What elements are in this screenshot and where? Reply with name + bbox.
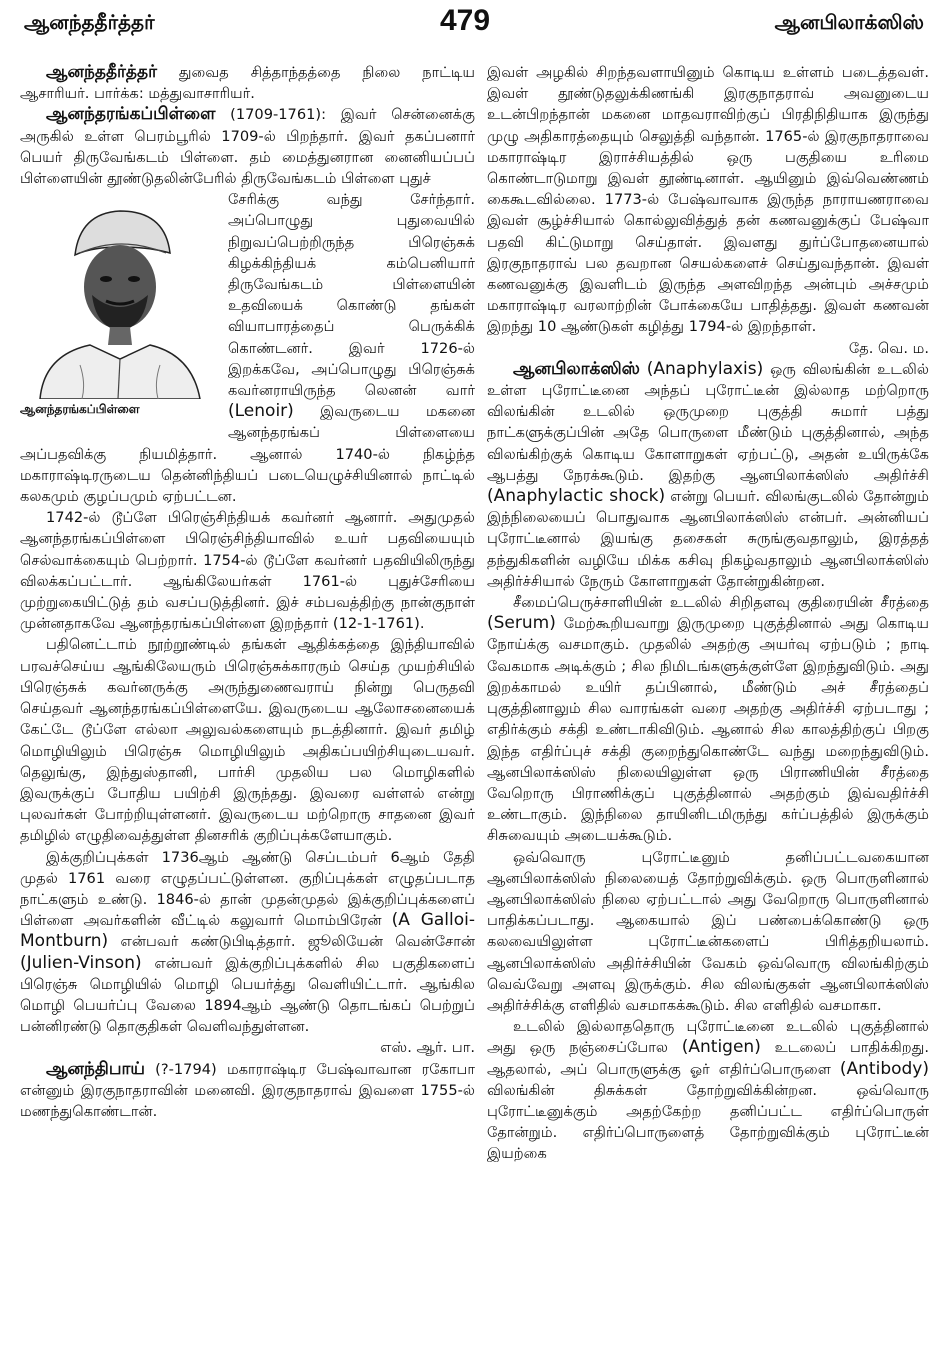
latin-term: (Lenoir) bbox=[228, 401, 294, 422]
entry-text-part: என்பவர் இக்குறிப்புக்களில் சில பகுதிகளைப் பிரெஞ்சு மொழியில் மொழி பெயர்த்து வெளியிட்டார். ஆங்கில மொழி பெயர்ப்பு வேலை 1894ஆம் ஆண்டு தொடங்கப் பெற்றுப் பன்னிரண்டு தொகுதிகள் வெளிவந்துள்ளன. bbox=[20, 954, 476, 1036]
latin-term: (Anaphylaxis) bbox=[646, 358, 764, 379]
entry-years: (1709-1761): bbox=[230, 106, 327, 124]
running-head-right: ஆனபிலாக்ஸிஸ் bbox=[774, 10, 924, 34]
latin-term: (Serum) bbox=[487, 613, 556, 634]
entry-text-part: விலங்கின் திசுக்கள் தோற்றுவிக்கின்றன. ஒவ்வொரு புரோட்டீனுக்கும் அதற்கேற்ற தனிப்பட்ட எதிர்ப்பொருள் தோன்றும். எதிர்ப்பொருளைத் தோற்றுவிக்கும் புரோட்டீன் இயற்கை bbox=[487, 1081, 929, 1163]
latin-term: (Julien-Vinson) bbox=[20, 952, 142, 973]
paragraph: பதினெட்டாம் நூற்றூண்டில் தங்கள் ஆதிக்கத்தை இந்தியாவில் பரவச்செய்ய ஆங்கிலேயரும் பிரெஞ்சுக்காரரும் செய்த முயற்சியில் பிரெஞ்சுக் கவர்னருக்கு அருந்துணைவராய் நின்று பெருதவி செய்தவர் ஆனந்தரங்கப்பிள்ளையே. இவருடைய ஆலோசனையைக் கேட்டே டூப்ளே எல்லா அலுவல்களையும் நடத்தினார். இவர் தமிழ் மொழியிலும் பிரெஞ்சு மொழியிலும் அதிகப்பயிற்சியுடையவர். தெலுங்கு, இந்துஸ்தானி, பார்சி முதலிய பல மொழிகளில் இவருக்குப் போதிய பயிற்சி இருந்தது. இவரை வள்ளல் என்று புலவர்கள் போற்றியுள்ளனர். இவருடைய மற்றொரு சாதனை இவர் தமிழில் எழுதிவைத்துள்ள தினசரிக் குறிப்புக்களேயாகும். bbox=[20, 636, 475, 845]
entry-text-part: மேற்கூறியவாறு இருமுறை புகுத்தினால் அது கொடிய நோய்க்கு வசமாகும். முதலில் அதற்கு அயர்வு ஏற்படும் ; நாடி வேகமாக அடிக்கும் ; சில நிமிடங்களுக்குள்ளே இறந்துவிடும். அது இறக்காமல் உயிர் தப்பினால், மீண்டும் அச் சீரத்தைப் புகுத்தினாலும் சில வாரங்கள் வரை அதற்கு அதிர்ச்சி ஏற்படாது ; எதிர்க்கும் சக்தி உண்டாகிவிடும். ஆனால் சில காலத்திற்குப் பிறகு இந்த எதிர்ப்புச் சக்தி குறைந்துகொண்டே வந்து மறைந்துவிடும். ஆனபிலாக்ஸிஸ் நிலையிலுள்ள ஒரு பிராணியின் சீரத்தை வேறொரு பிராணிக்குப் புகுத்தினால் அதற்கும் இவ்வதிர்ச்சி உண்டாகும். இந்நிலை தாயினிடமிருந்து கர்ப்பத்தில் இருக்கும் சிசுவையும் அடையக்கூடும். bbox=[487, 615, 929, 845]
paragraph: ஒவ்வொரு புரோட்டீனும் தனிப்பட்டவகையான ஆனபிலாக்ஸிஸ் நிலையைத் தோற்றுவிக்கும். ஒரு பொருளினால் ஆனபிலாக்ஸிஸ் நிலை ஏற்பட்டால் அது வேறொரு பொருளினால் பாதிக்கப்படாது. ஆகையால் இப் பண்பைக்கொண்டு ஒரு கலவையிலுள்ள புரோட்டீன்களைப் பிரித்தறியலாம். ஆனபிலாக்ஸிஸ் அதிர்ச்சியின் வேகம் ஒவ்வொரு விலங்கிற்கும் வெவ்வேறு அளவு இருக்கும். சில விலங்குகள் ஆனபிலாக்ஸிஸ் அதிர்ச்சிக்கு எளிதில் வசமாகக்கூடும். சில எளிதில் வசமாகா. bbox=[487, 848, 929, 1014]
entry-anandatirthar bbox=[20, 62, 475, 104]
entry-text-part: உடலில் இல்லாததொரு புரோட்டீனை உடலில் புகுத்தினால் அது ஒரு நஞ்சைப்போல bbox=[487, 1018, 929, 1057]
entry-text: இவர் சென்னைக்கு அருகில் உள்ள பெரம்பூரில் 1709-ல் பிறந்தார். இவர் தகப்பனார் பெயர் திருவேங்கடம் பிள்ளை. தம் மைத்துனரான னைனியப்பப் பிள்ளையின் தூண்டுதலின்பேரில் திருவேங்கடம் பிள்ளை புதுச் bbox=[20, 106, 476, 188]
paragraph bbox=[487, 1016, 929, 1164]
entry-text-part: இவள் அழகில் சிறந்தவளாயினும் கொடிய உள்ளம் படைத்தவள். இவள் தூண்டுதலுக்கிணங்கி இரகுநாதராவ் அவனுடைய உடன்பிறந்தான் மகனை மாதவராவிற்குப் பிரதிநிதியாக இருந்து முழு அதிகாரத்தையும் செலுத்தி வந்தான். 1765-ல் இரகுநாதராவை மகாராஷ்டிர இராச்சியத்தில் ஒரு பகுதியை உரிமை கொண்டாடுமாறு இவள் தூண்டினாள். ஆயினும் இவ்வெண்ணம் கைகூடவில்லை. 1773-ல் பேஷ்வாவாக இருந்த நாராயணராவை இவள் சூழ்ச்சியால் கொல்லுவித்துத் தன் கணவனுக்குப் பேஷ்வா பதவி கிட்டுமாறு செய்தாள். இவளது துர்ப்போதனையால் இரகுநாதராவ் பல தவறான செயல்களைச் செய்துவந்தான். இவள் கணவனுக்கு இவளிடம் இருந்த அளவிறந்த அன்பும் அச்சமும் மகாராஷ்டிர வரலாற்றின் போக்கையே பாதித்தது. இவள் கணவன் இறந்து 10 ஆண்டுகள் கழித்து 1794-ல் இறந்தாள். bbox=[487, 64, 929, 336]
headword: ஆனந்தரங்கப்பிள்ளை bbox=[46, 104, 216, 125]
portrait-image bbox=[20, 195, 216, 399]
paragraph bbox=[487, 592, 929, 846]
latin-term: (Anaphylactic shock) bbox=[487, 486, 666, 507]
paragraph: 1742-ல் டூப்ளே பிரெஞ்சிந்தியக் கவர்னர் ஆனார். அதுமுதல் ஆனந்தரங்கப்பிள்ளை பிரெஞ்சிந்தியாவில் உயர் பதவியையும் செல்வாக்கையும் பெற்றார். 1754-ல் டூப்ளே கவர்னர் பதவியிலிருந்து விலக்கப்பட்டார். ஆங்கிலேயர்கள் 1761-ல் புதுச்சேரியை முற்றுகையிட்டுத் தம் வசப்படுத்தினர். இச் சம்பவத்திற்கு நான்குநாள் முன்னதாகவே ஆனந்தரங்கப்பிள்ளை இறந்தார் (12-1-1761). bbox=[20, 509, 475, 633]
headword: ஆனபிலாக்ஸிஸ் bbox=[513, 358, 640, 379]
entry-text-part: உடலைப் பாதிக்கிறது. ஆதலால், அப் பொருளுக்கு ஓர் எதிர்ப்பொருளை bbox=[487, 1039, 930, 1078]
entry-text-part: ஒரு விலங்கின் உடலில் உள்ள புரோட்டீனை அந்தப் புரோட்டீன் இல்லாத மற்றொரு விலங்கின் உடலில் ஒருமுறை புகுத்தி சுமார் பத்து நாட்களுக்குப்பின் அதே பொருளை மீண்டும் புகுத்தினால், அந்த விலங்கிற்குக் கொடிய கோளாறுகள் ஏற்பட்டு, அதன் உயிருக்கே ஆபத்து நேரக்கூடும். இதற்கு ஆனபிலாக்ஸிஸ் அதிர்ச்சி bbox=[487, 360, 929, 484]
entry-anaphylaxis bbox=[487, 359, 929, 592]
entry-text-part: சேரிக்கு வந்து சேர்ந்தார். அப்பொழுது புதுவையில் நிறுவப்பெற்றிருந்த பிரெஞ்சுக் கிழக்கிந்தியக் கம்பெனியார் திருவேங்கடம் பிள்ளையின் உதவியைக் கொண்டு தங்கள் வியாபாரத்தைப் பெருக்கிக் கொண்டனர். இவர் 1726-ல் இறக்கவே, அப்பொழுது பிரெஞ்சுக் கவர்னராயிருந்த லெனன் வார் bbox=[228, 191, 475, 400]
entry-anandibai bbox=[20, 1059, 475, 1123]
entry-text-part: சீமைப்பெருச்சாளியின் உடலில் சிறிதளவு குதிரையின் சீரத்தை bbox=[513, 594, 929, 612]
page-number: 479 bbox=[440, 4, 491, 37]
headword: ஆனந்திபாய் bbox=[46, 1058, 145, 1079]
latin-term: (Antibody) bbox=[839, 1058, 929, 1079]
page-header bbox=[0, 0, 942, 44]
left-column bbox=[20, 62, 475, 1122]
headword: ஆனந்ததீர்த்தர் bbox=[46, 62, 157, 82]
author-signature: எஸ். ஆர். பா. bbox=[380, 1039, 475, 1057]
running-head-left: ஆனந்ததீர்த்தர் bbox=[24, 10, 155, 34]
entry-text: மகாராஷ்டிர பேஷ்வாவான ரகோபா என்னும் இரகுநாதராவின் மனைவி. இரகுநாதராவ் இவளை 1755-ல் மணந்துகொண்டான். bbox=[20, 1060, 475, 1120]
entry-text: துவைத சித்தாந்தத்தை நிலை நாட்டிய ஆசாரியர். பார்க்க: மத்துவாசாரியர். bbox=[20, 64, 475, 103]
portrait-figure bbox=[20, 195, 216, 421]
right-column bbox=[487, 62, 929, 1165]
entry-text-part: இவருடைய மகனை ஆனந்தரங்கப் பிள்ளையை அப்பதவிக்கு நியமித்தார். ஆனால் 1740-ல் நிகழ்ந்த மகாராஷ்டிரருடைய தென்னிந்தியப் படையெழுச்சியினால் நாட்டில் கலகமும் குழப்பமும் ஏற்பட்டன. bbox=[20, 403, 475, 506]
entry-text-part: என்பவர் கண்டுபிடித்தார். ஜூலியேன் வென்சோன் bbox=[120, 933, 476, 951]
entry-years: (?-1794) bbox=[155, 1060, 217, 1078]
latin-term: (A Galloi-Montburn) bbox=[20, 910, 475, 952]
portrait-caption: ஆனந்தரங்கப்பிள்ளை bbox=[20, 402, 140, 417]
author-signature: தே. வெ. ம. bbox=[848, 339, 929, 357]
paragraph bbox=[487, 62, 929, 359]
entry-text-part: இக்குறிப்புக்கள் 1736ஆம் ஆண்டு செப்டம்பர் 6ஆம் தேதி முதல் 1761 வரை எழுதப்பட்டுள்ளன. குறிப்புக்கள் எழுதப்படாத நாட்களும் உண்டு. 1846-ல் தான் முதன்முதல் இக்குறிப்புக்களைப் பிள்ளை அவர்களின் வீட்டில் கலுவார் மொம்பிரேன் bbox=[20, 848, 475, 930]
entry-anandarangapillai bbox=[20, 104, 475, 189]
entry-text-part: என்று பெயர். விலங்குடலில் தோன்றும் இந்நிலையைப் பொதுவாக ஆனபிலாக்ஸிஸ் என்பர். அன்னியப் புரோட்டீனால் இயங்கு தசைகள் சுருங்குவதாலும், இரத்தத் தந்துகிகளின் வழியே மிக்க கசிவு நிகழ்வதாலும் ஆனபிலாக்ஸிஸ் அதிர்ச்சியால் நேரும் கோளாறுகள் தோன்றுகின்றன. bbox=[487, 488, 929, 590]
paragraph bbox=[20, 847, 475, 1059]
latin-term: (Antigen) bbox=[681, 1037, 761, 1058]
